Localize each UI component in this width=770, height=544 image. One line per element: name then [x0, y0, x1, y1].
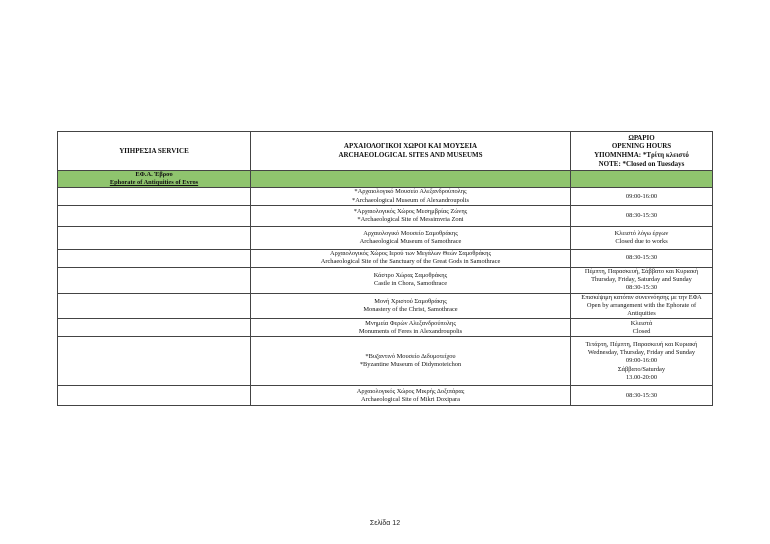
hours-text: Τετάρτη, Πέμπτη, Παρασκευή και Κυριακή — [585, 340, 698, 348]
table-row — [58, 386, 713, 406]
hours-cell — [571, 188, 713, 205]
hours-cell — [571, 386, 713, 406]
hours-cell — [571, 226, 713, 249]
header-hours-english: OPENING HOURS — [611, 142, 672, 151]
hours-text: Wednesday, Thursday, Friday and Sunday — [587, 349, 696, 357]
table-row — [58, 319, 713, 337]
table-row — [58, 249, 713, 267]
site-name: Μνημεία Φερών Αλεξανδρούπολης — [365, 319, 456, 327]
hours-text: Closed — [632, 327, 651, 335]
site-cell — [251, 267, 571, 293]
header-hours-greek: ΩΡΑΡΙΟ — [628, 133, 655, 142]
site-name: Castle in Chora, Samothrace — [373, 280, 448, 288]
hours-text: Σάββατο/Saturday — [617, 365, 666, 373]
service-cell — [58, 386, 251, 406]
site-name: Αρχαιολογικός Χώρος Ιερού των Μεγάλων Θεών Σαμοθράκης — [329, 250, 492, 258]
site-name: *Αρχαιολογικό Μουσείο Αλεξανδρούπολης — [354, 188, 467, 196]
hours-text: 09:00-16:00 — [625, 357, 658, 365]
header-service: ΥΠΗΡΕΣΙΑ SERVICE — [58, 132, 251, 171]
site-name: Αρχαιολογικός Χώρος Μικρής Δοξιπάρας — [356, 387, 465, 395]
hours-cell — [571, 337, 713, 386]
site-cell — [251, 337, 571, 386]
service-cell — [58, 205, 251, 226]
site-cell — [251, 386, 571, 406]
site-cell — [251, 226, 571, 249]
table-row — [58, 267, 713, 293]
table-row — [58, 293, 713, 319]
hours-cell — [571, 249, 713, 267]
hours-text: Κλειστό λόγω έργων — [614, 229, 669, 237]
site-name: Μονή Χριστού Σαμοθράκης — [374, 297, 447, 305]
table-row — [58, 337, 713, 386]
service-cell — [58, 249, 251, 267]
site-name: Archaeological Site of the Sanctuary of the Great Gods in Samothrace — [320, 258, 501, 266]
hours-text: 09:00-16:00 — [625, 192, 658, 200]
site-name: Monuments of Feres in Alexandroupolis — [358, 327, 463, 335]
header-note-english: NOTE: *Closed on Tuesdays — [598, 159, 685, 168]
hours-text: Open by arrangement with the Ephorate of Antiquities — [586, 302, 697, 318]
site-name: *Archaeological Site of Messimvria Zoni — [357, 215, 464, 223]
site-cell — [251, 319, 571, 337]
site-name: Archaeological Museum of Samothrace — [359, 237, 462, 245]
header-sites — [251, 132, 571, 171]
hours-cell — [571, 319, 713, 337]
hours-cell — [571, 205, 713, 226]
service-cell — [58, 267, 251, 293]
table-row — [58, 205, 713, 226]
page-number: Σελίδα 12 — [369, 520, 401, 527]
header-hours — [571, 132, 713, 171]
hours-text: Πέμπτη, Παρασκευή, Σάββατο και Κυριακή — [584, 268, 699, 275]
hours-text: 13.00-20:00 — [625, 373, 658, 381]
header-sites-greek: ΑΡΧΑΙΟΛΟΓΙΚΟΙ ΧΩΡΟΙ ΚΑΙ ΜΟΥΣΕΙΑ — [343, 142, 478, 151]
ephorate-name-greek: ΕΦ.Α. Έβρου — [135, 171, 173, 178]
hours-text: Thursday, Friday, Saturday and Sunday — [591, 276, 692, 284]
table-row — [58, 188, 713, 205]
site-name: Κάστρο Χώρας Σαμοθράκης — [373, 272, 448, 280]
service-cell — [58, 226, 251, 249]
site-cell — [251, 293, 571, 319]
site-name: *Archaeological Museum of Alexandroupolis — [352, 196, 469, 204]
hours-text: 08:30-15:30 — [625, 254, 658, 262]
ephorate-name-english: Ephorate of Antiquities of Evros — [109, 179, 199, 187]
ephorate-empty-cell — [571, 171, 713, 188]
site-name: Archaeological Site of Mikri Doxipara — [360, 395, 461, 403]
site-cell — [251, 205, 571, 226]
site-cell — [251, 249, 571, 267]
opening-hours-table — [57, 131, 713, 406]
header-sites-english: ARCHAEOLOGICAL SITES AND MUSEUMS — [338, 151, 483, 159]
hours-cell — [571, 267, 713, 293]
hours-text: Κλειστά — [630, 319, 653, 327]
table-header-row — [58, 132, 713, 171]
hours-text: Επισκέψιμη κατόπιν συνεννόησης με την ΕΦΑ — [581, 293, 702, 301]
hours-text: 08:30-15:30 — [625, 211, 658, 219]
table-body — [58, 188, 713, 406]
hours-cell — [571, 293, 713, 319]
service-cell — [58, 188, 251, 205]
site-name: *Byzantine Museum of Didymoteichon — [359, 361, 462, 369]
ephorate-empty-cell — [251, 171, 571, 188]
hours-text: Closed due to works — [615, 237, 668, 245]
ephorate-row — [58, 171, 713, 188]
service-cell — [58, 319, 251, 337]
site-name: Αρχαιολογικό Μουσείο Σαμοθράκης — [363, 229, 458, 237]
header-note-greek: ΥΠΟΜΝΗΜΑ: *Τρίτη κλειστό — [594, 151, 689, 159]
hours-text: 08:30-15:30 — [625, 391, 658, 399]
service-cell — [58, 293, 251, 319]
ephorate-cell — [58, 171, 251, 188]
site-name: *Αρχαιολογικός Χώρος Μεσημβρίας Ζώνης — [353, 207, 468, 215]
table-row — [58, 226, 713, 249]
site-cell — [251, 188, 571, 205]
hours-text: 08:30-15:30 — [625, 284, 658, 292]
site-name: Monastery of the Christ, Samothrace — [363, 306, 458, 314]
service-cell — [58, 337, 251, 386]
site-name: *Βυζαντινό Μουσείο Διδυμοτείχου — [365, 353, 456, 361]
